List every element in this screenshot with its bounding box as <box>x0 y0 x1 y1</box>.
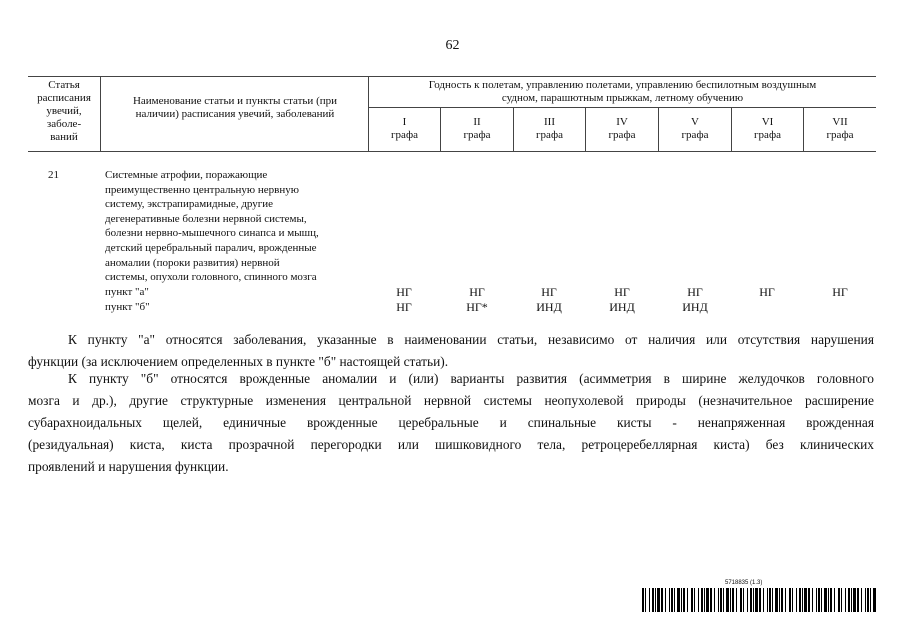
header-name-column: Наименование статьи и пункты статьи (при наличии) расписания увечий, заболеваний <box>132 95 338 120</box>
cell-a-5: НГ <box>687 285 703 299</box>
table-top-rule <box>28 76 876 77</box>
header-graph-3: III графа <box>536 116 563 141</box>
header-graph-4: IV графа <box>608 116 636 141</box>
cell-a-2: НГ <box>469 285 485 299</box>
cell-a-6: НГ <box>759 285 775 299</box>
cell-b-2: НГ* <box>466 300 488 314</box>
header-graph-1: I графа <box>391 116 418 141</box>
cell-b-1: НГ <box>396 300 412 314</box>
cell-a-7: НГ <box>832 285 848 299</box>
header-fitness-column: Годность к полетам, управлению полетами, управлению беспилотным воздушным судном, парашютным прыжкам, летному обучению <box>428 79 817 104</box>
cell-a-1: НГ <box>396 285 412 299</box>
page-number: 62 <box>445 38 460 53</box>
column-divider <box>100 76 101 152</box>
header-graph-5: V графа <box>681 116 709 141</box>
cell-a-4: НГ <box>614 285 630 299</box>
header-article-column: Статья расписания увечий, заболе- ваний <box>37 79 91 143</box>
item-label-a: пункт "а" <box>105 286 149 298</box>
cell-b-5: ИНД <box>682 300 708 314</box>
header-graph-2: II графа <box>463 116 491 141</box>
table-header-bottom-rule <box>28 151 876 152</box>
article-name: Системные атрофии, поражающие преимущественно центральную нервную систему, экстрапирамидные, другие дегенеративные болезни нервной системы, болезни нервно-мышечного синапса и мышц, детский церебральный паралич, врожденные аномалии (пороки развития) нервной системы, опухоли головного, спинного мозга <box>105 169 319 284</box>
header-graph-7: VII графа <box>826 116 854 141</box>
cell-a-3: НГ <box>541 285 557 299</box>
paragraph-item-b: К пункту "б" относятся врожденные аномалии и (или) варианты развития (асимметрия в ширине желудочков головного мозга и др.), другие структурные изменения центральной нервной системы неопухолевой природы (незначительное расширение субарахноидальных щелей, единичные врожденные церебральные и спинальные кисты - ненапряженная врожденная (резидуальная) киста, киста прозрачной перегородки или шишковидного тела, ретроцеребеллярная киста) без клинических проявлений и нарушения функции. <box>28 371 874 474</box>
article-number: 21 <box>48 169 59 181</box>
cell-b-4: ИНД <box>609 300 635 314</box>
barcode-number: 5718835 (1.3) <box>725 580 763 586</box>
barcode-image <box>642 588 876 612</box>
fitness-subheader-rule <box>368 107 876 108</box>
item-label-b: пункт "б" <box>105 301 150 313</box>
cell-b-3: ИНД <box>536 300 562 314</box>
header-graph-6: VI графа <box>754 116 781 141</box>
paragraph-item-a: К пункту "а" относятся заболевания, указанные в наименовании статьи, независимо от наличия или отсутствия нарушения функции (за исключением определенных в пункте "б" настоящей статьи). <box>28 332 874 369</box>
